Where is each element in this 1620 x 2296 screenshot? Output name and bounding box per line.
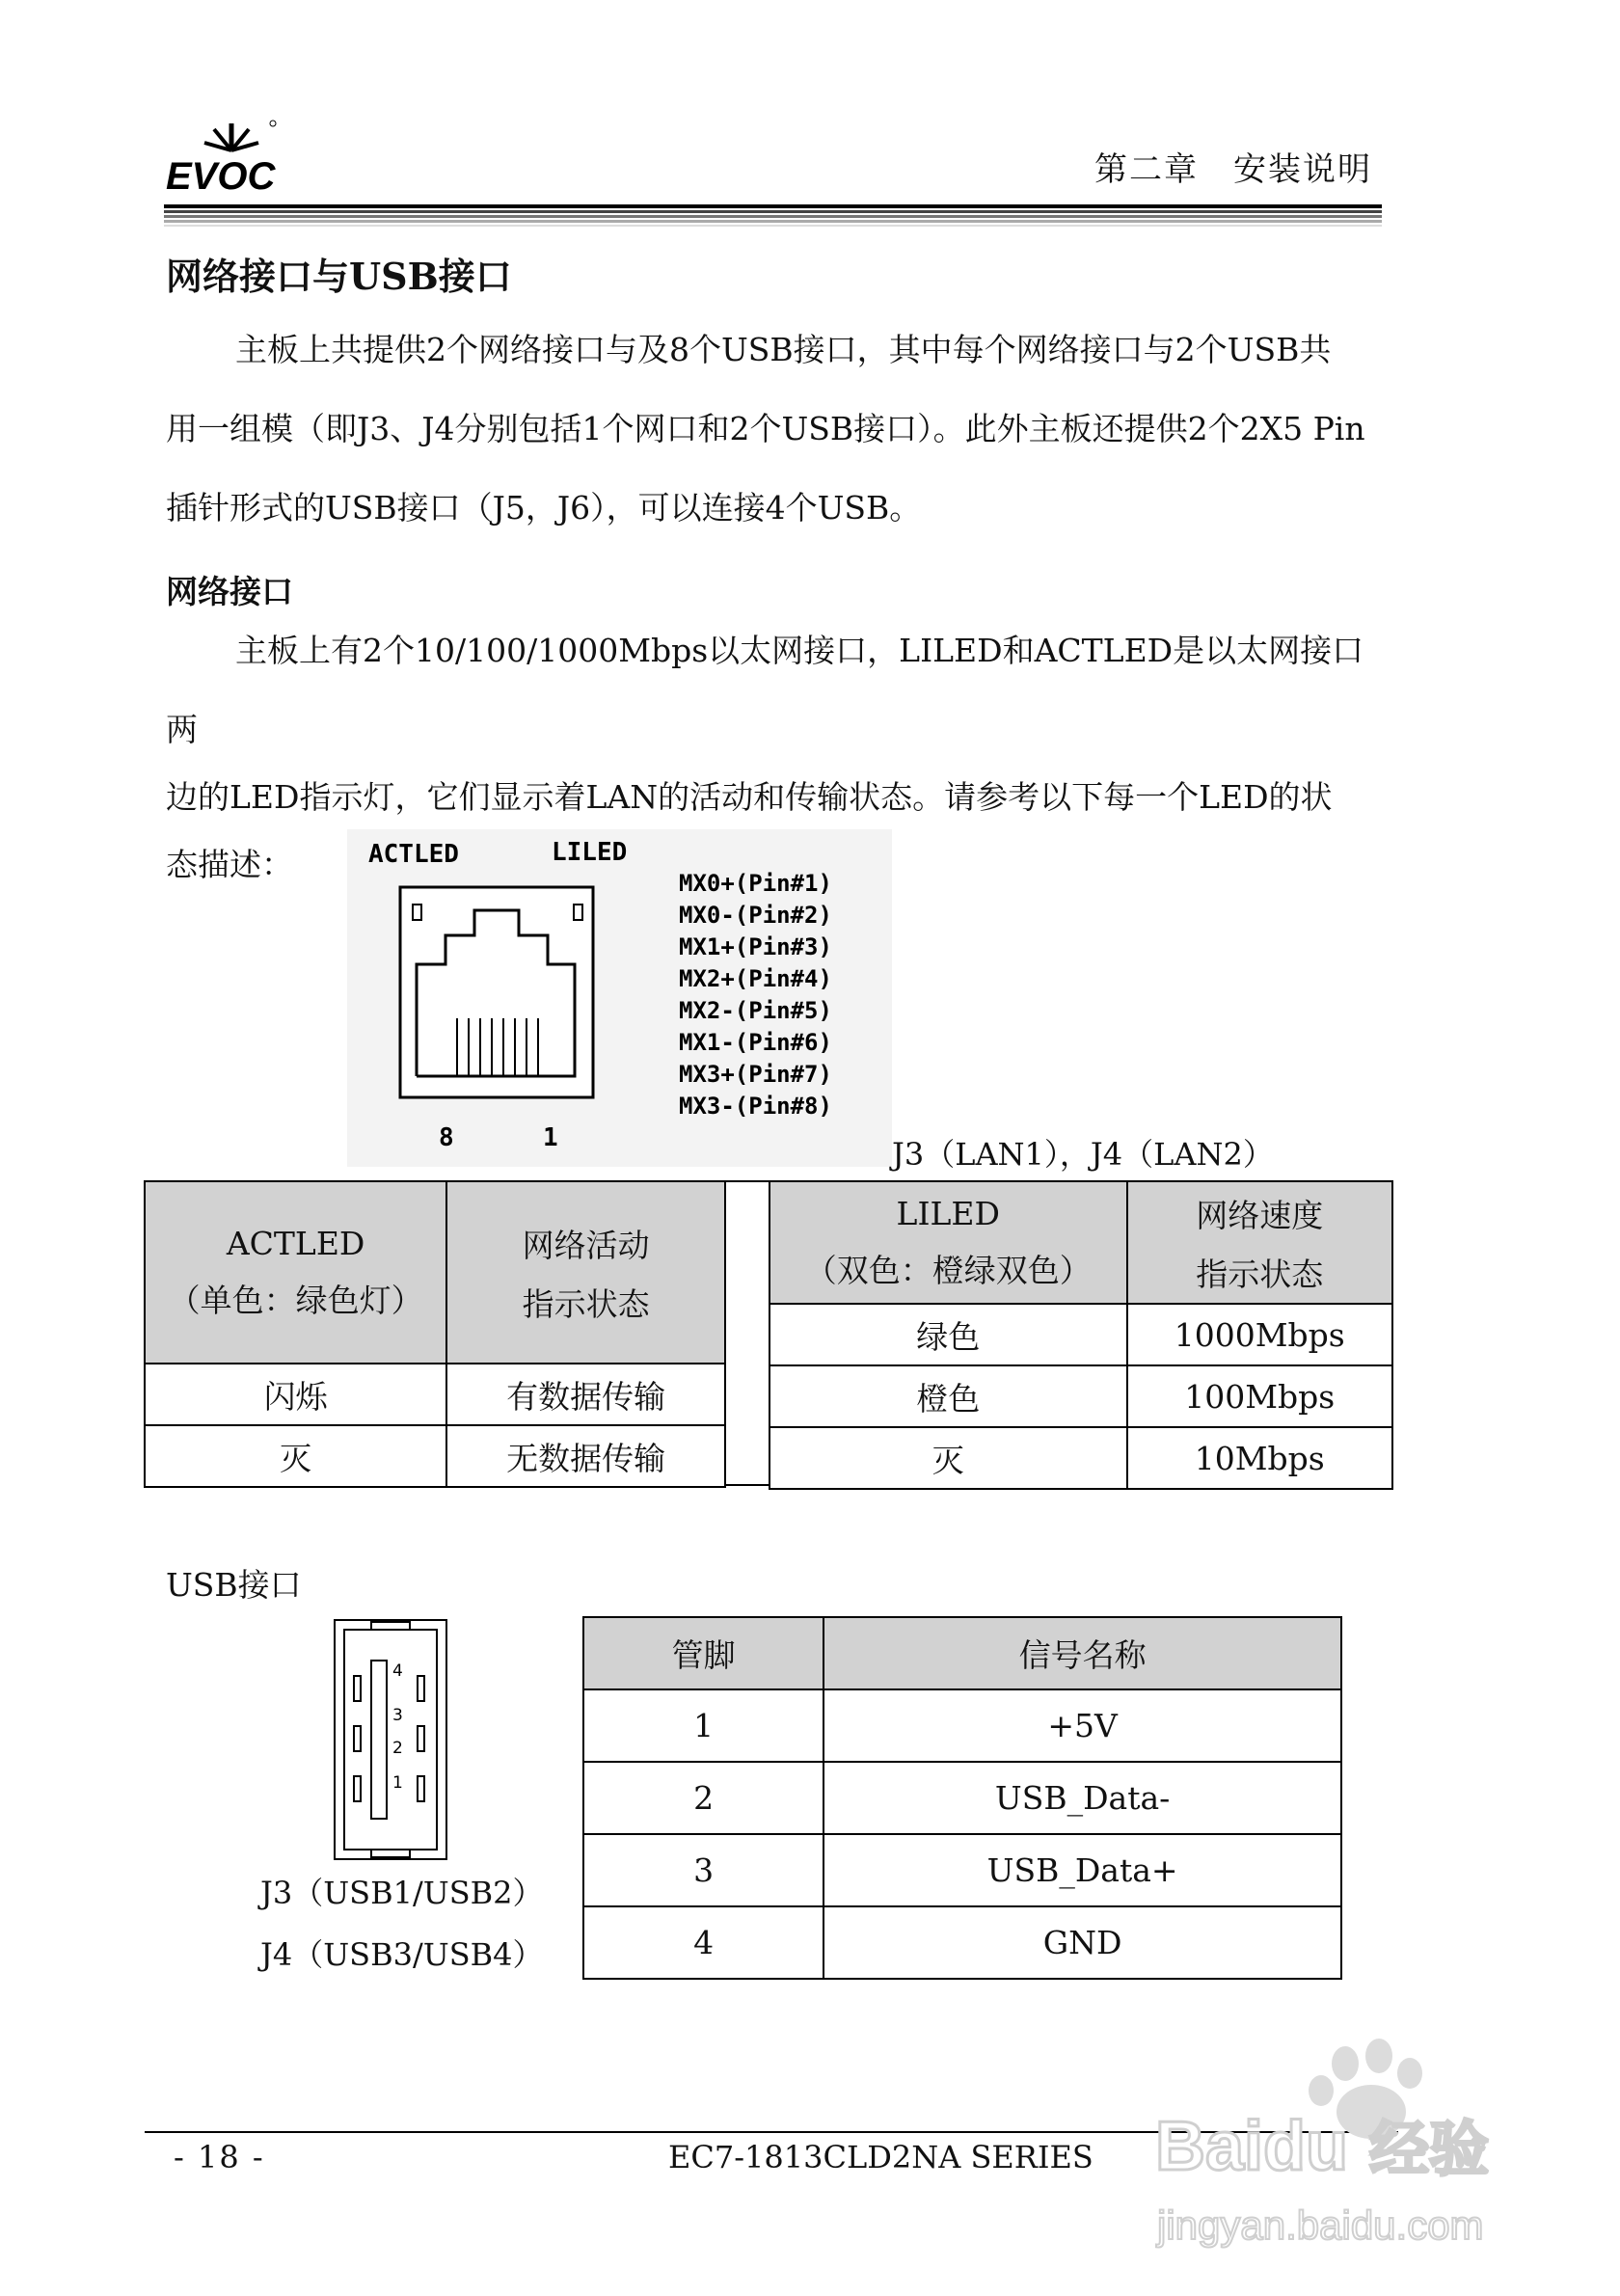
pin-signal: MX0-(Pin#2) bbox=[679, 902, 832, 929]
lan-caption: J3（LAN1），J4（LAN2） bbox=[892, 1136, 1274, 1173]
table-cell: 灭 bbox=[770, 1427, 1127, 1489]
table-cell: USB_Data+ bbox=[824, 1834, 1341, 1906]
table-cell: 灭 bbox=[145, 1425, 446, 1487]
logo-star-icon bbox=[204, 123, 258, 150]
table-header-row bbox=[583, 1617, 1341, 1689]
usb-pin-label: 1 bbox=[392, 1773, 403, 1793]
table-row bbox=[583, 1906, 1341, 1979]
table-cell: 有数据传输 bbox=[446, 1364, 725, 1425]
intro-line: 插针形式的USB接口（J5，J6），可以连接4个USB。 bbox=[166, 489, 922, 527]
pin-signal: MX1+(Pin#3) bbox=[679, 933, 832, 960]
rj45-jack-body bbox=[400, 887, 593, 1097]
network-line: 主板上有2个10/100/1000Mbps以太网接口，LILED和ACTLED是以太网接口两 bbox=[166, 632, 1364, 748]
header-rule bbox=[164, 204, 1382, 228]
table-cell: +5V bbox=[824, 1689, 1341, 1762]
table-row bbox=[145, 1425, 725, 1487]
table-header-row bbox=[145, 1181, 725, 1364]
pin-signal: MX2-(Pin#5) bbox=[679, 997, 832, 1024]
network-title: 网络接口 bbox=[166, 573, 293, 610]
table-cell: GND bbox=[824, 1906, 1341, 1979]
liled-header-cell: LILED （双色：橙绿双色） bbox=[770, 1181, 1127, 1304]
table-cell: 2 bbox=[583, 1762, 824, 1834]
page-number: - 18 - bbox=[174, 2139, 265, 2175]
rj45-diagram bbox=[347, 829, 892, 1167]
intro-line: 用一组模（即J3、J4分别包括1个网口和2个USB接口）。此外主板还提供2个2X5 Pin bbox=[166, 410, 1365, 447]
usb-pin-label: 2 bbox=[392, 1739, 403, 1758]
table-row bbox=[770, 1304, 1392, 1365]
usb-caption: J4（USB3/USB4） bbox=[260, 1936, 544, 1973]
baidu-watermark bbox=[1148, 2035, 1543, 2266]
actled-header-cell: ACTLED （单色：绿色灯） bbox=[145, 1181, 446, 1364]
activity-header-cell: 网络活动 指示状态 bbox=[446, 1181, 725, 1364]
table-row bbox=[770, 1427, 1392, 1489]
table-cell: 3 bbox=[583, 1834, 824, 1906]
section-title: 网络接口与USB接口 bbox=[166, 255, 512, 298]
pin-signal: MX3+(Pin#7) bbox=[679, 1061, 832, 1088]
usb-connector-diagram bbox=[333, 1618, 448, 1861]
intro-line: 主板上共提供2个网络接口与及8个USB接口，其中每个网络接口与2个USB共 bbox=[235, 331, 1332, 368]
watermark-brand: Baidu bbox=[1155, 2108, 1349, 2185]
series-name: EC7-1813CLD2NA SERIES bbox=[668, 2139, 1094, 2175]
pin-signal: MX3-(Pin#8) bbox=[679, 1093, 832, 1120]
evoc-logo bbox=[164, 116, 284, 193]
usb-pin-label: 4 bbox=[392, 1661, 403, 1681]
usb-pin-label: 3 bbox=[392, 1706, 403, 1725]
table-row bbox=[145, 1364, 725, 1425]
network-line: 边的LED指示灯，它们显示着LAN的活动和传输状态。请参考以下每一个LED的状 bbox=[166, 778, 1333, 816]
liled-label: LILED bbox=[552, 838, 628, 867]
table-cell: 4 bbox=[583, 1906, 824, 1979]
pin-header-cell: 管脚 bbox=[583, 1617, 824, 1689]
pin-signal: MX2+(Pin#4) bbox=[679, 965, 832, 992]
usb-pin-table bbox=[582, 1616, 1342, 1980]
speed-header-cell: 网络速度 指示状态 bbox=[1127, 1181, 1392, 1304]
table-cell: 绿色 bbox=[770, 1304, 1127, 1365]
usb-title: USB接口 bbox=[166, 1566, 302, 1604]
logo-text: EVOC bbox=[166, 155, 276, 193]
liled-table bbox=[769, 1180, 1393, 1490]
table-cell: 100Mbps bbox=[1127, 1365, 1392, 1427]
pin-signal: MX1-(Pin#6) bbox=[679, 1029, 832, 1056]
usb-caption: J3（USB1/USB2） bbox=[260, 1875, 544, 1911]
table-cell: 橙色 bbox=[770, 1365, 1127, 1427]
watermark-url: jingyan.baidu.com bbox=[1157, 2202, 1484, 2248]
intro-paragraph bbox=[166, 311, 1390, 548]
network-line: 态描述： bbox=[166, 846, 293, 883]
pin-signal: MX0+(Pin#1) bbox=[679, 870, 832, 897]
pin-8-label: 8 bbox=[439, 1123, 454, 1152]
table-cell: 无数据传输 bbox=[446, 1425, 725, 1487]
signal-header-cell: 信号名称 bbox=[824, 1617, 1341, 1689]
table-divider bbox=[726, 1180, 769, 1486]
actled-table bbox=[144, 1180, 726, 1488]
chapter-title: 第二章 安装说明 bbox=[1094, 150, 1372, 189]
table-row bbox=[583, 1689, 1341, 1762]
table-row bbox=[770, 1365, 1392, 1427]
actled-label: ACTLED bbox=[368, 840, 459, 869]
table-cell: USB_Data- bbox=[824, 1762, 1341, 1834]
table-cell: 1000Mbps bbox=[1127, 1304, 1392, 1365]
watermark-cn: 经验 bbox=[1369, 2114, 1490, 2184]
pin-1-label: 1 bbox=[543, 1123, 558, 1152]
table-cell: 10Mbps bbox=[1127, 1427, 1392, 1489]
table-cell: 1 bbox=[583, 1689, 824, 1762]
table-header-row bbox=[770, 1181, 1392, 1304]
usb-tongue bbox=[371, 1661, 387, 1819]
table-row bbox=[583, 1762, 1341, 1834]
table-row bbox=[583, 1834, 1341, 1906]
table-cell: 闪烁 bbox=[145, 1364, 446, 1425]
